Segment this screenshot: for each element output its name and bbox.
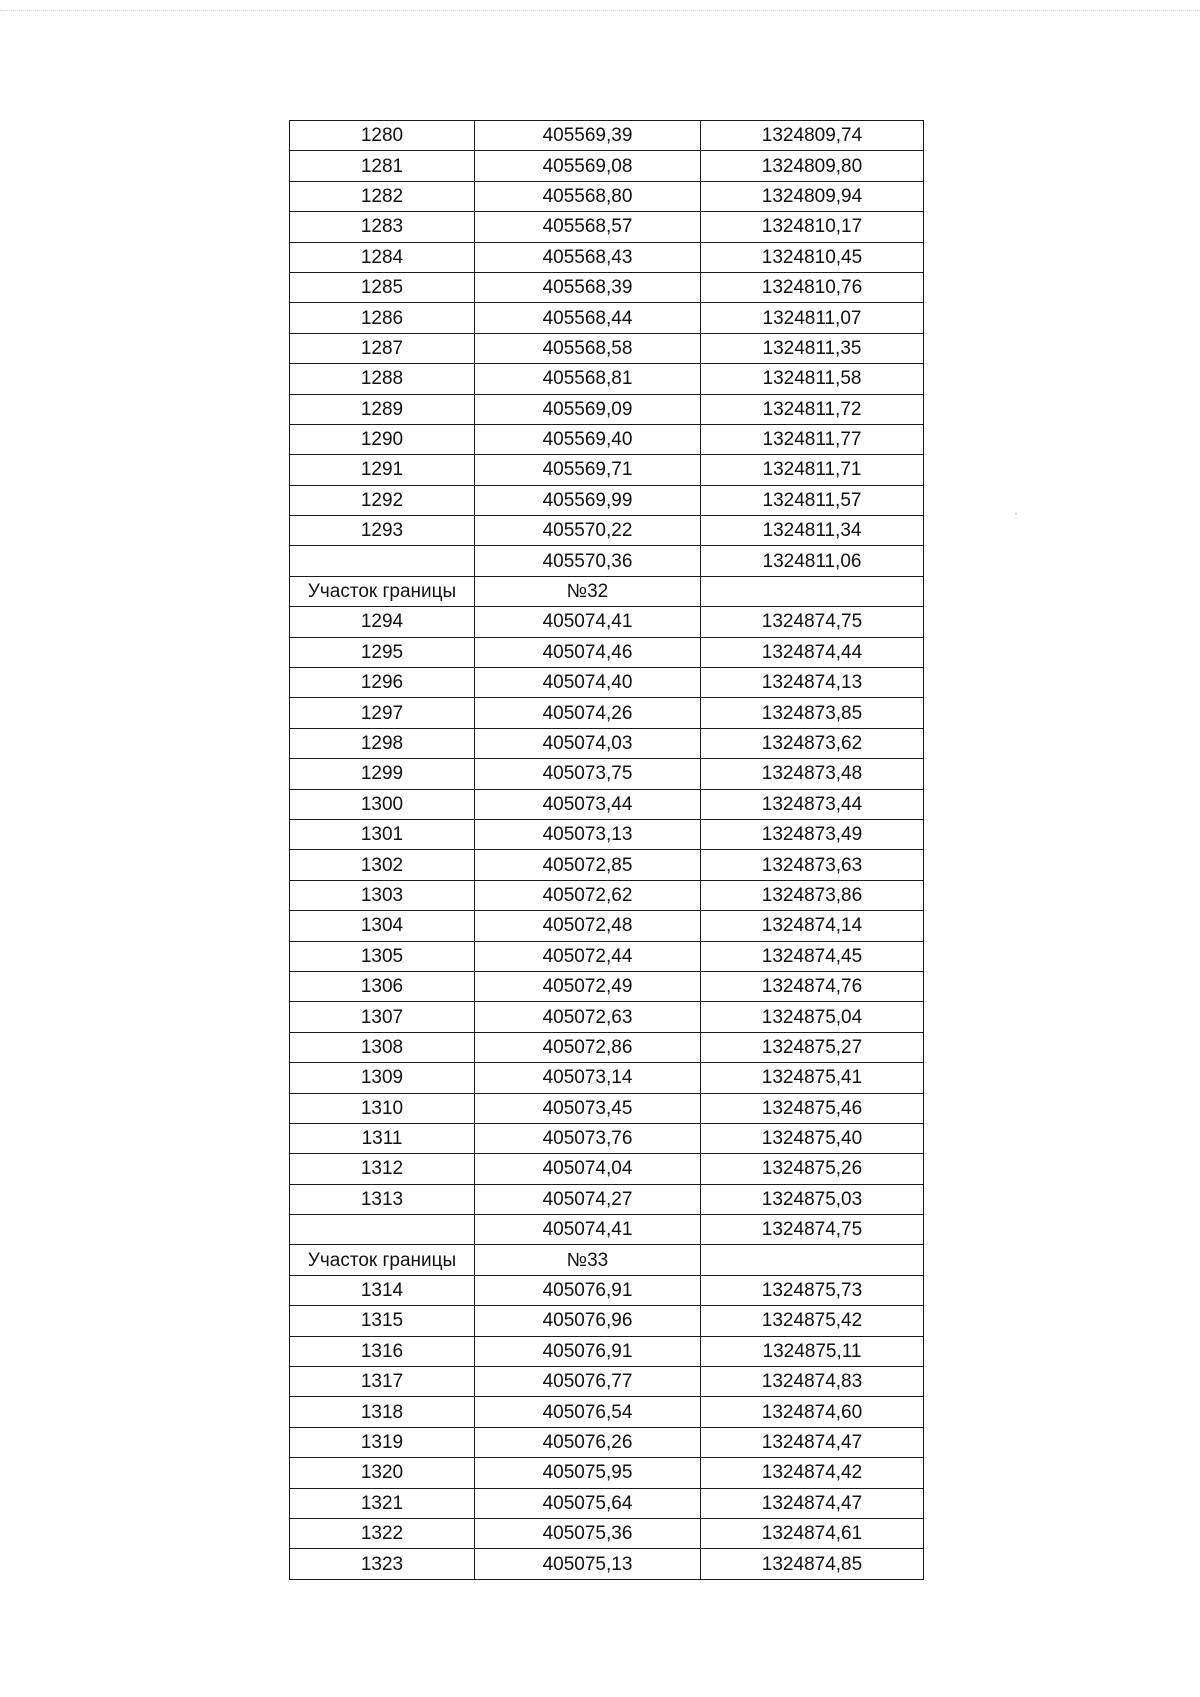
table-row xyxy=(290,789,924,819)
x-coordinate-cell: 405073,44 xyxy=(475,789,701,819)
x-coordinate-cell: 405076,77 xyxy=(475,1367,701,1397)
y-coordinate-cell: 1324875,41 xyxy=(701,1063,924,1093)
table-row xyxy=(290,1427,924,1457)
x-coordinate-cell: 405568,80 xyxy=(475,181,701,211)
x-coordinate-cell: 405570,22 xyxy=(475,516,701,546)
table-row xyxy=(290,941,924,971)
point-number-cell: 1322 xyxy=(290,1518,475,1548)
table-row xyxy=(290,1518,924,1548)
x-coordinate-cell: 405568,81 xyxy=(475,364,701,394)
table-row xyxy=(290,1002,924,1032)
y-coordinate-cell: 1324811,07 xyxy=(701,303,924,333)
y-coordinate-cell: 1324873,49 xyxy=(701,819,924,849)
table-row xyxy=(290,455,924,485)
y-coordinate-cell: 1324874,85 xyxy=(701,1549,924,1579)
table-row xyxy=(290,1032,924,1062)
x-coordinate-cell: 405568,57 xyxy=(475,212,701,242)
point-number-cell: 1304 xyxy=(290,911,475,941)
section-label-cell: Участок границы xyxy=(290,1245,475,1275)
y-coordinate-cell: 1324874,13 xyxy=(701,668,924,698)
table-row xyxy=(290,546,924,576)
point-number-cell: 1298 xyxy=(290,728,475,758)
point-number-cell: 1313 xyxy=(290,1184,475,1214)
table-row xyxy=(290,333,924,363)
y-coordinate-cell: 1324874,44 xyxy=(701,637,924,667)
x-coordinate-cell: 405568,58 xyxy=(475,333,701,363)
table-row xyxy=(290,121,924,151)
x-coordinate-cell: 405075,64 xyxy=(475,1488,701,1518)
table-row xyxy=(290,911,924,941)
x-coordinate-cell: 405074,41 xyxy=(475,607,701,637)
y-coordinate-cell: 1324874,14 xyxy=(701,911,924,941)
table-row xyxy=(290,759,924,789)
x-coordinate-cell: №32 xyxy=(475,576,701,606)
point-number-cell: 1315 xyxy=(290,1306,475,1336)
point-number-cell: 1285 xyxy=(290,272,475,302)
table-row xyxy=(290,971,924,1001)
x-coordinate-cell: 405072,48 xyxy=(475,911,701,941)
x-coordinate-cell: 405072,85 xyxy=(475,850,701,880)
table-row xyxy=(290,272,924,302)
y-coordinate-cell: 1324874,61 xyxy=(701,1518,924,1548)
y-coordinate-cell: 1324874,47 xyxy=(701,1488,924,1518)
table-row xyxy=(290,728,924,758)
point-number-cell: 1288 xyxy=(290,364,475,394)
x-coordinate-cell: 405075,13 xyxy=(475,1549,701,1579)
x-coordinate-cell: 405076,96 xyxy=(475,1306,701,1336)
table-row xyxy=(290,1063,924,1093)
y-coordinate-cell: 1324875,46 xyxy=(701,1093,924,1123)
point-number-cell: 1318 xyxy=(290,1397,475,1427)
x-coordinate-cell: 405072,44 xyxy=(475,941,701,971)
y-coordinate-cell: 1324873,62 xyxy=(701,728,924,758)
table-row xyxy=(290,516,924,546)
table-row xyxy=(290,880,924,910)
table-row xyxy=(290,637,924,667)
y-coordinate-cell: 1324810,17 xyxy=(701,212,924,242)
point-number-cell: 1317 xyxy=(290,1367,475,1397)
y-coordinate-cell: 1324874,42 xyxy=(701,1458,924,1488)
point-number-cell xyxy=(290,1215,475,1245)
y-coordinate-cell: 1324810,76 xyxy=(701,272,924,302)
x-coordinate-cell: 405074,46 xyxy=(475,637,701,667)
y-coordinate-cell: 1324873,63 xyxy=(701,850,924,880)
section-header-row xyxy=(290,576,924,606)
y-coordinate-cell: 1324811,06 xyxy=(701,546,924,576)
y-coordinate-cell: 1324810,45 xyxy=(701,242,924,272)
x-coordinate-cell: 405074,03 xyxy=(475,728,701,758)
section-label-cell: Участок границы xyxy=(290,576,475,606)
y-coordinate-cell: 1324875,26 xyxy=(701,1154,924,1184)
table-row xyxy=(290,698,924,728)
point-number-cell: 1314 xyxy=(290,1275,475,1305)
point-number-cell: 1311 xyxy=(290,1123,475,1153)
x-coordinate-cell: 405569,09 xyxy=(475,394,701,424)
y-coordinate-cell: 1324874,75 xyxy=(701,607,924,637)
y-coordinate-cell: 1324811,57 xyxy=(701,485,924,515)
y-coordinate-cell: 1324809,74 xyxy=(701,121,924,151)
table-row xyxy=(290,485,924,515)
x-coordinate-cell: 405569,40 xyxy=(475,424,701,454)
scan-speck xyxy=(1015,513,1017,514)
point-number-cell: 1312 xyxy=(290,1154,475,1184)
table-row xyxy=(290,1123,924,1153)
x-coordinate-cell: 405074,04 xyxy=(475,1154,701,1184)
y-coordinate-cell: 1324811,71 xyxy=(701,455,924,485)
y-coordinate-cell: 1324874,47 xyxy=(701,1427,924,1457)
y-coordinate-cell: 1324874,76 xyxy=(701,971,924,1001)
table-row xyxy=(290,1336,924,1366)
x-coordinate-cell: 405568,39 xyxy=(475,272,701,302)
x-coordinate-cell: 405073,45 xyxy=(475,1093,701,1123)
x-coordinate-cell: 405074,27 xyxy=(475,1184,701,1214)
x-coordinate-cell: 405072,62 xyxy=(475,880,701,910)
point-number-cell: 1305 xyxy=(290,941,475,971)
y-coordinate-cell: 1324874,45 xyxy=(701,941,924,971)
table-row xyxy=(290,607,924,637)
table-row xyxy=(290,1397,924,1427)
scan-edge-line xyxy=(0,10,1200,11)
point-number-cell: 1291 xyxy=(290,455,475,485)
x-coordinate-cell: 405072,86 xyxy=(475,1032,701,1062)
x-coordinate-cell: 405072,49 xyxy=(475,971,701,1001)
point-number-cell: 1307 xyxy=(290,1002,475,1032)
table-row xyxy=(290,1488,924,1518)
section-header-row xyxy=(290,1245,924,1275)
table-row xyxy=(290,1306,924,1336)
y-coordinate-cell: 1324809,94 xyxy=(701,181,924,211)
point-number-cell: 1296 xyxy=(290,668,475,698)
x-coordinate-cell: 405569,99 xyxy=(475,485,701,515)
point-number-cell: 1280 xyxy=(290,121,475,151)
x-coordinate-cell: 405568,43 xyxy=(475,242,701,272)
y-coordinate-cell: 1324875,03 xyxy=(701,1184,924,1214)
x-coordinate-cell: 405569,39 xyxy=(475,121,701,151)
point-number-cell: 1292 xyxy=(290,485,475,515)
x-coordinate-cell: 405076,26 xyxy=(475,1427,701,1457)
point-number-cell: 1294 xyxy=(290,607,475,637)
point-number-cell: 1290 xyxy=(290,424,475,454)
table-row xyxy=(290,364,924,394)
y-coordinate-cell: 1324811,72 xyxy=(701,394,924,424)
table-row xyxy=(290,394,924,424)
y-coordinate-cell: 1324873,48 xyxy=(701,759,924,789)
y-coordinate-cell: 1324875,04 xyxy=(701,1002,924,1032)
y-coordinate-cell: 1324873,86 xyxy=(701,880,924,910)
y-coordinate-cell: 1324873,85 xyxy=(701,698,924,728)
table-row xyxy=(290,850,924,880)
point-number-cell: 1308 xyxy=(290,1032,475,1062)
point-number-cell: 1283 xyxy=(290,212,475,242)
x-coordinate-cell: №33 xyxy=(475,1245,701,1275)
point-number-cell: 1282 xyxy=(290,181,475,211)
y-coordinate-cell: 1324809,80 xyxy=(701,151,924,181)
x-coordinate-cell: 405072,63 xyxy=(475,1002,701,1032)
table-row xyxy=(290,181,924,211)
point-number-cell: 1309 xyxy=(290,1063,475,1093)
x-coordinate-cell: 405073,76 xyxy=(475,1123,701,1153)
table-row xyxy=(290,212,924,242)
table-row xyxy=(290,819,924,849)
table-row xyxy=(290,1549,924,1579)
y-coordinate-cell: 1324811,34 xyxy=(701,516,924,546)
y-coordinate-cell: 1324875,42 xyxy=(701,1306,924,1336)
y-coordinate-cell: 1324875,40 xyxy=(701,1123,924,1153)
point-number-cell: 1306 xyxy=(290,971,475,1001)
x-coordinate-cell: 405568,44 xyxy=(475,303,701,333)
x-coordinate-cell: 405569,71 xyxy=(475,455,701,485)
coordinates-table-body xyxy=(290,121,924,1580)
x-coordinate-cell: 405076,91 xyxy=(475,1336,701,1366)
y-coordinate-cell: 1324811,35 xyxy=(701,333,924,363)
table-row xyxy=(290,668,924,698)
point-number-cell: 1284 xyxy=(290,242,475,272)
point-number-cell: 1286 xyxy=(290,303,475,333)
y-coordinate-cell: 1324873,44 xyxy=(701,789,924,819)
point-number-cell: 1319 xyxy=(290,1427,475,1457)
x-coordinate-cell: 405075,95 xyxy=(475,1458,701,1488)
point-number-cell: 1297 xyxy=(290,698,475,728)
point-number-cell: 1301 xyxy=(290,819,475,849)
table-row xyxy=(290,1093,924,1123)
x-coordinate-cell: 405570,36 xyxy=(475,546,701,576)
coordinates-table xyxy=(289,120,924,1580)
y-coordinate-cell: 1324811,77 xyxy=(701,424,924,454)
y-coordinate-cell: 1324874,75 xyxy=(701,1215,924,1245)
point-number-cell: 1293 xyxy=(290,516,475,546)
point-number-cell: 1299 xyxy=(290,759,475,789)
x-coordinate-cell: 405075,36 xyxy=(475,1518,701,1548)
x-coordinate-cell: 405073,13 xyxy=(475,819,701,849)
x-coordinate-cell: 405074,26 xyxy=(475,698,701,728)
x-coordinate-cell: 405076,91 xyxy=(475,1275,701,1305)
table-row xyxy=(290,151,924,181)
point-number-cell: 1281 xyxy=(290,151,475,181)
point-number-cell: 1323 xyxy=(290,1549,475,1579)
x-coordinate-cell: 405076,54 xyxy=(475,1397,701,1427)
point-number-cell: 1289 xyxy=(290,394,475,424)
table-row xyxy=(290,424,924,454)
x-coordinate-cell: 405569,08 xyxy=(475,151,701,181)
table-row xyxy=(290,1184,924,1214)
point-number-cell: 1321 xyxy=(290,1488,475,1518)
x-coordinate-cell: 405074,41 xyxy=(475,1215,701,1245)
point-number-cell: 1295 xyxy=(290,637,475,667)
x-coordinate-cell: 405073,14 xyxy=(475,1063,701,1093)
point-number-cell: 1316 xyxy=(290,1336,475,1366)
point-number-cell: 1310 xyxy=(290,1093,475,1123)
point-number-cell: 1320 xyxy=(290,1458,475,1488)
y-coordinate-cell: 1324875,27 xyxy=(701,1032,924,1062)
table-row xyxy=(290,242,924,272)
table-row xyxy=(290,1367,924,1397)
table-row xyxy=(290,1154,924,1184)
table-row xyxy=(290,1215,924,1245)
point-number-cell: 1287 xyxy=(290,333,475,363)
point-number-cell: 1300 xyxy=(290,789,475,819)
x-coordinate-cell: 405074,40 xyxy=(475,668,701,698)
y-coordinate-cell: 1324811,58 xyxy=(701,364,924,394)
point-number-cell xyxy=(290,546,475,576)
y-coordinate-cell: 1324875,73 xyxy=(701,1275,924,1305)
table-row xyxy=(290,1458,924,1488)
y-coordinate-cell: 1324875,11 xyxy=(701,1336,924,1366)
y-coordinate-cell xyxy=(701,576,924,606)
table-row xyxy=(290,1275,924,1305)
x-coordinate-cell: 405073,75 xyxy=(475,759,701,789)
y-coordinate-cell: 1324874,83 xyxy=(701,1367,924,1397)
y-coordinate-cell xyxy=(701,1245,924,1275)
table-row xyxy=(290,303,924,333)
y-coordinate-cell: 1324874,60 xyxy=(701,1397,924,1427)
point-number-cell: 1302 xyxy=(290,850,475,880)
point-number-cell: 1303 xyxy=(290,880,475,910)
